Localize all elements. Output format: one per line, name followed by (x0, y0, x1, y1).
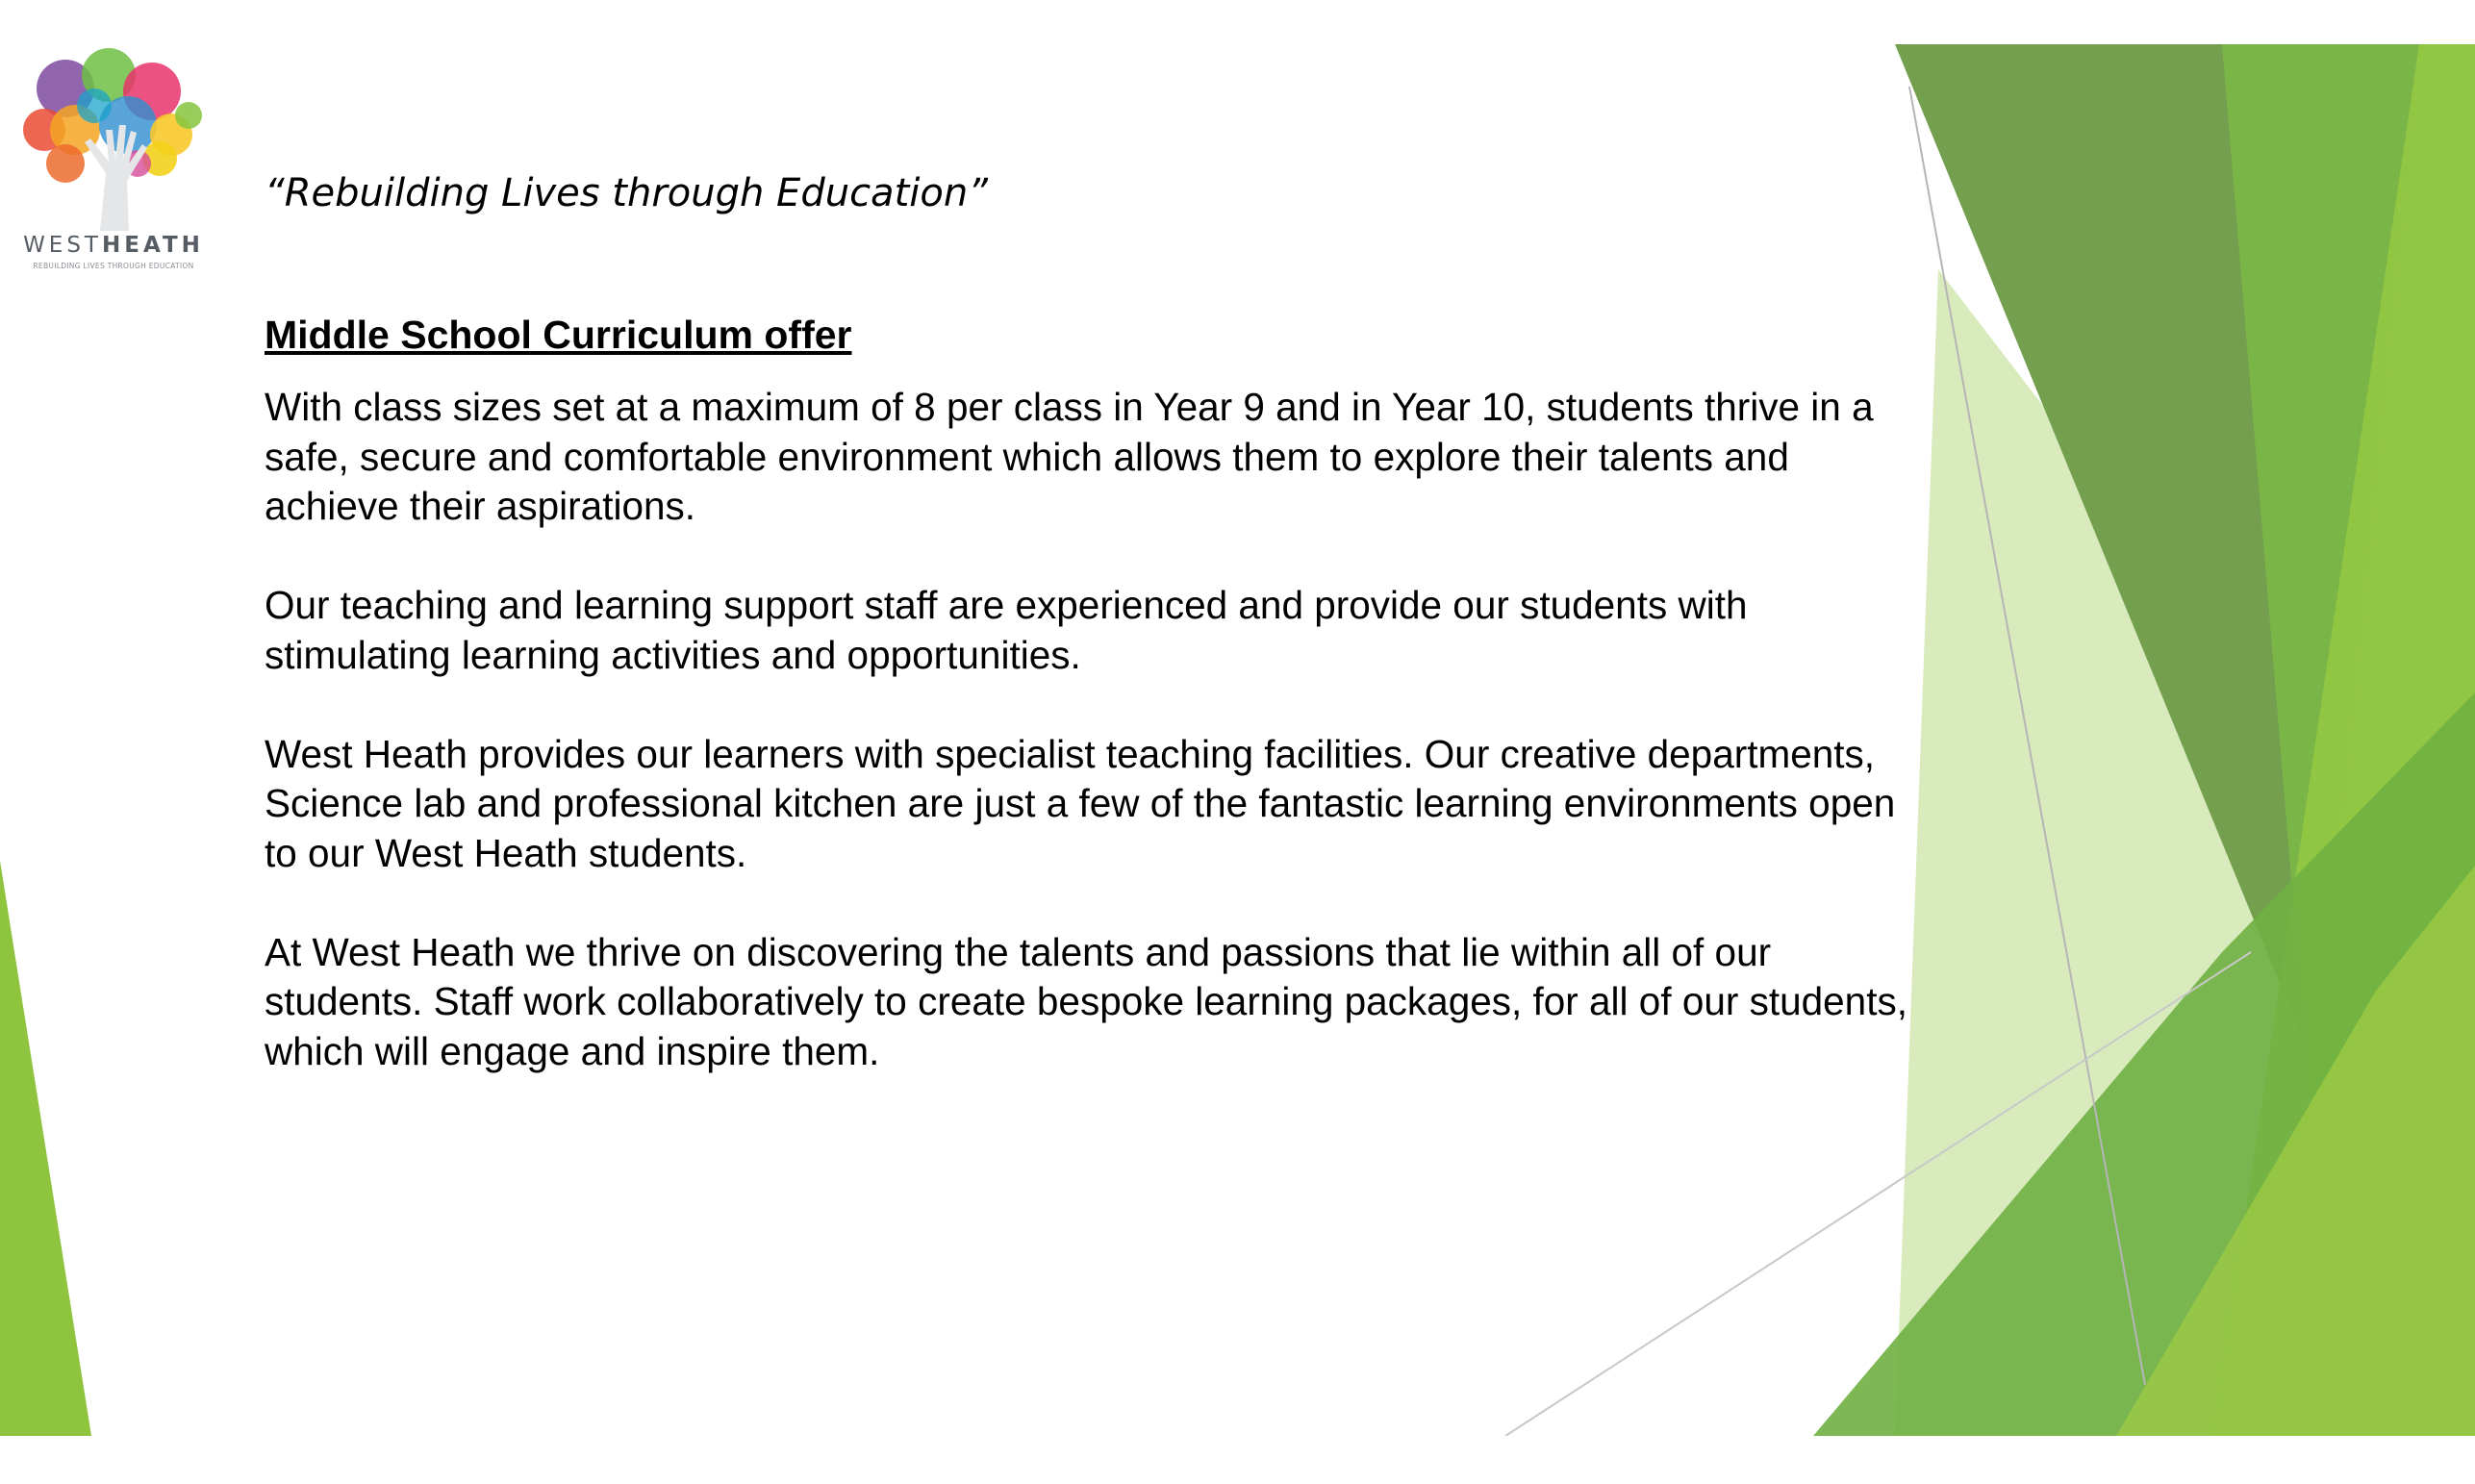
logo-wordmark (17, 233, 210, 258)
paragraph-talents: At West Heath we thrive on discovering the talents and passions that lie within all of our students. Staff work collaboratively to create bespoke learning packages, for all of our students, which will engage and inspire them. (265, 929, 1907, 1073)
section-heading: Middle School Curriculum offer (265, 313, 852, 357)
tree-hand-icon (17, 38, 210, 231)
logo-name-bold: HEATH (102, 233, 204, 258)
slide-content (265, 310, 1919, 1126)
paragraph-facilities: West Heath provides our learners with specialist teaching facilities. Our creative departments, Science lab and professional kitchen are just a few of the fantastic learning environments open to our West Heath students. (265, 731, 1896, 875)
paragraph-class-sizes: With class sizes set at a maximum of 8 per class in Year 9 and in Year 10, students thrive in a safe, secure and comfortable environment which allows them to explore their talents and achieve their aspirations. (265, 385, 1874, 528)
logo-tagline: REBUILDING LIVES THROUGH EDUCATION (33, 262, 194, 270)
west-heath-logo (17, 38, 210, 279)
school-motto: “Rebuilding Lives through Education” (265, 171, 988, 215)
bottom-white-strip (0, 1436, 2475, 1484)
paragraph-staff: Our teaching and learning support staff are experienced and provide our students with stimulating learning activities and opportunities. (265, 583, 1748, 677)
left-green-sliver (0, 861, 91, 1436)
logo-name-light: WEST (23, 233, 102, 258)
